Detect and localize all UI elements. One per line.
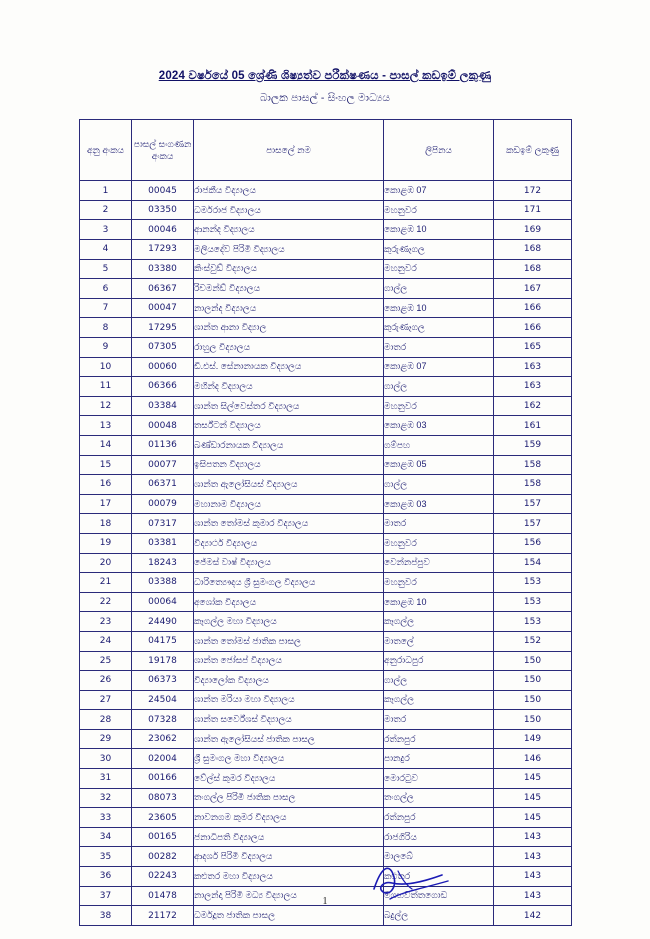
cell-index: 9 <box>80 338 132 358</box>
table-row <box>80 494 572 514</box>
cell-address: කොළඹ 07 <box>384 181 494 201</box>
cell-school-name: නාලන්ද විද්‍යාලය <box>194 298 384 318</box>
cell-school-name: ධර්මරාජ විද්‍යාලය <box>194 200 384 220</box>
cell-school-name: ආදර්ශ පිරිමි විද්‍යාලය <box>194 847 384 867</box>
table-row <box>80 298 572 318</box>
cell-census-number: 02243 <box>132 867 194 887</box>
cell-address: පානදුර <box>384 749 494 769</box>
cell-address: කෑගල්ල <box>384 690 494 710</box>
column-header-address: ලිපිනය <box>384 120 494 181</box>
cell-index: 16 <box>80 475 132 495</box>
cell-address: රත්නපුර <box>384 729 494 749</box>
table-row <box>80 690 572 710</box>
table-row <box>80 827 572 847</box>
cell-cutoff-marks: 150 <box>494 651 572 671</box>
cell-census-number: 00079 <box>132 494 194 514</box>
cell-census-number: 01478 <box>132 886 194 906</box>
table-row <box>80 906 572 926</box>
cell-address: තංගල්ල <box>384 788 494 808</box>
table-row <box>80 318 572 338</box>
cell-census-number: 21172 <box>132 906 194 926</box>
cell-address: කොළඹ 03 <box>384 416 494 436</box>
cell-index: 27 <box>80 690 132 710</box>
table-row <box>80 279 572 299</box>
table-row <box>80 749 572 769</box>
cell-address: මාතලේ <box>384 631 494 651</box>
cell-school-name: ශාන්ත තෝමස් කුමාර විද්‍යාලය <box>194 514 384 534</box>
cell-address: මහනුවර <box>384 533 494 553</box>
cell-school-name: ශාන්ත ඇලෝසියස් ජාතික පාසල <box>194 729 384 749</box>
cell-school-name: ධාරිත්‍යෞදය ශ්‍රී සුමංගල විද්‍යාලය <box>194 573 384 593</box>
cell-index: 15 <box>80 455 132 475</box>
cell-address: වෙන්නප්පුව <box>384 553 494 573</box>
cell-address: මහනුවර <box>384 396 494 416</box>
cell-index: 1 <box>80 181 132 201</box>
cell-census-number: 00045 <box>132 181 194 201</box>
cell-school-name: නාවනගම කුමර විද්‍යාලය <box>194 808 384 828</box>
cell-address: බදුල්ල <box>384 906 494 926</box>
cell-school-name: විද්‍යාලෝක විද්‍යාලය <box>194 671 384 691</box>
cell-address: මාතර <box>384 338 494 358</box>
cell-census-number: 00060 <box>132 357 194 377</box>
cell-census-number: 00166 <box>132 769 194 789</box>
cell-school-name: ශාන්ත තෝමස් ජාතික පාසල <box>194 631 384 651</box>
table-row <box>80 631 572 651</box>
cell-school-name: කිංස්වුඩ් විද්‍යාලය <box>194 259 384 279</box>
cell-cutoff-marks: 166 <box>494 318 572 338</box>
cell-cutoff-marks: 168 <box>494 259 572 279</box>
table-row <box>80 553 572 573</box>
page-number: 1 <box>322 896 328 907</box>
cell-cutoff-marks: 143 <box>494 886 572 906</box>
table-row <box>80 338 572 358</box>
table-row <box>80 533 572 553</box>
table-row <box>80 573 572 593</box>
table-row <box>80 710 572 730</box>
title-block <box>0 0 650 105</box>
cell-census-number: 24490 <box>132 612 194 632</box>
cell-school-name: ශාන්ත මරියා මහා විද්‍යාලය <box>194 690 384 710</box>
cell-index: 6 <box>80 279 132 299</box>
cell-cutoff-marks: 163 <box>494 357 572 377</box>
cell-index: 20 <box>80 553 132 573</box>
page-subtitle: බාලක පාසල් - සිංහල මාධ්‍යය <box>259 92 391 105</box>
cell-cutoff-marks: 150 <box>494 671 572 691</box>
cell-index: 31 <box>80 769 132 789</box>
cell-census-number: 00047 <box>132 298 194 318</box>
cell-school-name: කෑගල්ල මහා විද්‍යාලය <box>194 612 384 632</box>
cell-census-number: 06373 <box>132 671 194 691</box>
cell-index: 26 <box>80 671 132 691</box>
cell-census-number: 17295 <box>132 318 194 338</box>
cell-index: 10 <box>80 357 132 377</box>
cell-address: මාලබේ <box>384 847 494 867</box>
cell-address: කළුතර <box>384 867 494 887</box>
cell-school-name: අශෝක විද්‍යාලය <box>194 592 384 612</box>
cell-address: මාතර <box>384 710 494 730</box>
cell-cutoff-marks: 152 <box>494 631 572 651</box>
table-row <box>80 475 572 495</box>
cell-address: කොළඹ 10 <box>384 220 494 240</box>
cell-school-name: ජනාධිපති විද්‍යාලය <box>194 827 384 847</box>
table-header-row <box>80 120 572 181</box>
cell-address: මොරටුව <box>384 769 494 789</box>
table-row <box>80 259 572 279</box>
cell-address: මාතර <box>384 514 494 534</box>
table-row <box>80 455 572 475</box>
cell-school-name: තංගල්ල පිරිමි ජාතික පාසල <box>194 788 384 808</box>
cell-index: 23 <box>80 612 132 632</box>
cell-address: ගාල්ල <box>384 475 494 495</box>
cell-index: 12 <box>80 396 132 416</box>
cell-cutoff-marks: 157 <box>494 494 572 514</box>
table-row <box>80 220 572 240</box>
cell-cutoff-marks: 171 <box>494 200 572 220</box>
cell-census-number: 00165 <box>132 827 194 847</box>
cell-census-number: 03350 <box>132 200 194 220</box>
cell-index: 11 <box>80 377 132 397</box>
cell-index: 32 <box>80 788 132 808</box>
cell-school-name: රාජකීය විද්‍යාලය <box>194 181 384 201</box>
cell-cutoff-marks: 153 <box>494 573 572 593</box>
cell-census-number: 01136 <box>132 435 194 455</box>
cell-address: කොළඹ 10 <box>384 592 494 612</box>
cell-census-number: 06366 <box>132 377 194 397</box>
cell-census-number: 23062 <box>132 729 194 749</box>
cell-cutoff-marks: 153 <box>494 592 572 612</box>
table-row <box>80 847 572 867</box>
cell-cutoff-marks: 158 <box>494 455 572 475</box>
cell-index: 8 <box>80 318 132 338</box>
cell-cutoff-marks: 158 <box>494 475 572 495</box>
cell-school-name: මලියදේව පිරිමි විද්‍යාලය <box>194 240 384 260</box>
cell-cutoff-marks: 145 <box>494 769 572 789</box>
cell-address: කොළඹ 10 <box>384 298 494 318</box>
table-row <box>80 377 572 397</box>
cell-address: මහනුවර <box>384 200 494 220</box>
cell-cutoff-marks: 145 <box>494 788 572 808</box>
cell-address: ගාල්ල <box>384 279 494 299</box>
cell-school-name: රිචමන්ඩ් විද්‍යාලය <box>194 279 384 299</box>
cell-census-number: 00046 <box>132 220 194 240</box>
cell-census-number: 19178 <box>132 651 194 671</box>
cell-address: මහනුවර <box>384 573 494 593</box>
cell-school-name: ශාන්ත ආනා විද්‍යාල <box>194 318 384 338</box>
table-row <box>80 396 572 416</box>
cell-index: 14 <box>80 435 132 455</box>
cell-cutoff-marks: 169 <box>494 220 572 240</box>
cell-census-number: 02004 <box>132 749 194 769</box>
cell-census-number: 00282 <box>132 847 194 867</box>
cell-cutoff-marks: 154 <box>494 553 572 573</box>
cell-index: 7 <box>80 298 132 318</box>
cell-census-number: 00077 <box>132 455 194 475</box>
cell-index: 2 <box>80 200 132 220</box>
cell-cutoff-marks: 149 <box>494 729 572 749</box>
cell-cutoff-marks: 150 <box>494 710 572 730</box>
cell-census-number: 03388 <box>132 573 194 593</box>
cell-census-number: 03384 <box>132 396 194 416</box>
cell-school-name: ජේමස් වාෂ් විද්‍යාලය <box>194 553 384 573</box>
table-row <box>80 612 572 632</box>
cell-cutoff-marks: 165 <box>494 338 572 358</box>
cell-address: කොළඹ 03 <box>384 494 494 514</box>
table-row <box>80 788 572 808</box>
column-header-no: අනු අංකය <box>80 120 132 181</box>
table-row <box>80 416 572 436</box>
cell-school-name: ඩී.එස්. සේනානායක විද්‍යාලය <box>194 357 384 377</box>
cell-census-number: 03381 <box>132 533 194 553</box>
cell-index: 28 <box>80 710 132 730</box>
cell-census-number: 06367 <box>132 279 194 299</box>
cell-cutoff-marks: 166 <box>494 298 572 318</box>
cell-index: 18 <box>80 514 132 534</box>
table-row <box>80 514 572 534</box>
cell-school-name: මහින්ද විද්‍යාලය <box>194 377 384 397</box>
cell-school-name: ශාන්ත ජෝසප් විද්‍යාලය <box>194 651 384 671</box>
cell-census-number: 00048 <box>132 416 194 436</box>
cell-census-number: 08073 <box>132 788 194 808</box>
cell-cutoff-marks: 168 <box>494 240 572 260</box>
cell-census-number: 18243 <box>132 553 194 573</box>
cell-address: අනුරාධපුර <box>384 651 494 671</box>
cell-school-name: ශාන්ත සිල්වෙස්තර විද්‍යාලය <box>194 396 384 416</box>
cell-school-name: ශාන්ත සර්වේශස් විද්‍යාලය <box>194 710 384 730</box>
cell-census-number: 17293 <box>132 240 194 260</box>
cell-index: 36 <box>80 867 132 887</box>
cell-index: 30 <box>80 749 132 769</box>
cell-school-name: තර්ස්ටන් විද්‍යාලය <box>194 416 384 436</box>
cell-address: කුරුණෑගල <box>384 240 494 260</box>
cell-address: කුරුණෑගල <box>384 318 494 338</box>
table-row <box>80 808 572 828</box>
cell-index: 35 <box>80 847 132 867</box>
cell-school-name: විද්‍යාර්ථ විද්‍යාලය <box>194 533 384 553</box>
cell-cutoff-marks: 156 <box>494 533 572 553</box>
cell-cutoff-marks: 150 <box>494 690 572 710</box>
cell-index: 25 <box>80 651 132 671</box>
cell-index: 21 <box>80 573 132 593</box>
cell-address: ගාල්ල <box>384 671 494 691</box>
table-body <box>80 181 572 926</box>
cell-cutoff-marks: 142 <box>494 906 572 926</box>
column-header-census: පාසල් සංගණන අංකය <box>132 120 194 181</box>
cell-address: කොළඹ 05 <box>384 455 494 475</box>
cell-census-number: 06371 <box>132 475 194 495</box>
cell-index: 3 <box>80 220 132 240</box>
table-row <box>80 181 572 201</box>
cell-cutoff-marks: 153 <box>494 612 572 632</box>
cell-address: රාජගිරිය <box>384 827 494 847</box>
cell-address: කෑගල්ල <box>384 612 494 632</box>
cell-census-number: 04175 <box>132 631 194 651</box>
cell-index: 13 <box>80 416 132 436</box>
page-title: 2024 වර්ෂයේ 05 ශ්‍රේණි ශිෂ්‍යත්ව පරීක්ෂණය - පාසල් කඩඉම් ලකුණු <box>158 70 492 82</box>
cell-census-number: 00064 <box>132 592 194 612</box>
table-row <box>80 592 572 612</box>
table-row <box>80 867 572 887</box>
cell-school-name: නාලන්දා පිරිමි මධ්‍ය විද්‍යාලය <box>194 886 384 906</box>
table-row <box>80 769 572 789</box>
cell-cutoff-marks: 143 <box>494 827 572 847</box>
cell-school-name: වේල්ස් කුමර විද්‍යාලය <box>194 769 384 789</box>
cell-address: රත්නපුර <box>384 808 494 828</box>
cell-school-name: මහානාම විද්‍යාලය <box>194 494 384 514</box>
cell-index: 34 <box>80 827 132 847</box>
cell-census-number: 07305 <box>132 338 194 358</box>
cell-school-name: කළුතර මහා විද්‍යාලය <box>194 867 384 887</box>
column-header-marks: කඩඉම් ලකුණු <box>494 120 572 181</box>
cell-cutoff-marks: 146 <box>494 749 572 769</box>
cell-address: ගම්පහ <box>384 435 494 455</box>
column-header-school-name: පාසලේ නම <box>194 120 384 181</box>
table-row <box>80 435 572 455</box>
cell-address: ගාල්ල <box>384 377 494 397</box>
cell-address: කොළඹ 07 <box>384 357 494 377</box>
cell-index: 37 <box>80 886 132 906</box>
table-row <box>80 671 572 691</box>
cell-school-name: ධර්මදූත ජාතික පාසල <box>194 906 384 926</box>
cell-index: 4 <box>80 240 132 260</box>
cell-index: 19 <box>80 533 132 553</box>
cell-school-name: බණ්ඩාරනායක විද්‍යාලය <box>194 435 384 455</box>
cell-cutoff-marks: 172 <box>494 181 572 201</box>
cell-index: 29 <box>80 729 132 749</box>
cell-index: 33 <box>80 808 132 828</box>
cell-cutoff-marks: 143 <box>494 867 572 887</box>
cell-index: 17 <box>80 494 132 514</box>
cell-index: 38 <box>80 906 132 926</box>
cell-index: 5 <box>80 259 132 279</box>
cell-cutoff-marks: 143 <box>494 847 572 867</box>
cell-census-number: 03380 <box>132 259 194 279</box>
cell-census-number: 07328 <box>132 710 194 730</box>
table-row <box>80 200 572 220</box>
cell-cutoff-marks: 167 <box>494 279 572 299</box>
cell-cutoff-marks: 162 <box>494 396 572 416</box>
cell-school-name: රාහුල විද්‍යාලය <box>194 338 384 358</box>
table-row <box>80 729 572 749</box>
results-table-wrapper <box>79 119 571 926</box>
cell-index: 24 <box>80 631 132 651</box>
cell-school-name: ආනන්ද විද්‍යාලය <box>194 220 384 240</box>
cell-school-name: ශාන්ත ඇලෝසියස් විද්‍යාලය <box>194 475 384 495</box>
table-row <box>80 357 572 377</box>
cell-census-number: 24504 <box>132 690 194 710</box>
cell-census-number: 23605 <box>132 808 194 828</box>
cell-address: මහනුවර <box>384 259 494 279</box>
table-row <box>80 240 572 260</box>
cell-cutoff-marks: 145 <box>494 808 572 828</box>
results-table <box>79 119 572 926</box>
cell-cutoff-marks: 161 <box>494 416 572 436</box>
cell-cutoff-marks: 159 <box>494 435 572 455</box>
cell-address: මීගහවත්තගොඩ <box>384 886 494 906</box>
cell-index: 22 <box>80 592 132 612</box>
cell-census-number: 07317 <box>132 514 194 534</box>
cell-school-name: ශ්‍රී සුමංගල මහා විද්‍යාලය <box>194 749 384 769</box>
cell-cutoff-marks: 163 <box>494 377 572 397</box>
table-row <box>80 651 572 671</box>
cell-cutoff-marks: 157 <box>494 514 572 534</box>
cell-school-name: ඉසිපතන විද්‍යාලය <box>194 455 384 475</box>
